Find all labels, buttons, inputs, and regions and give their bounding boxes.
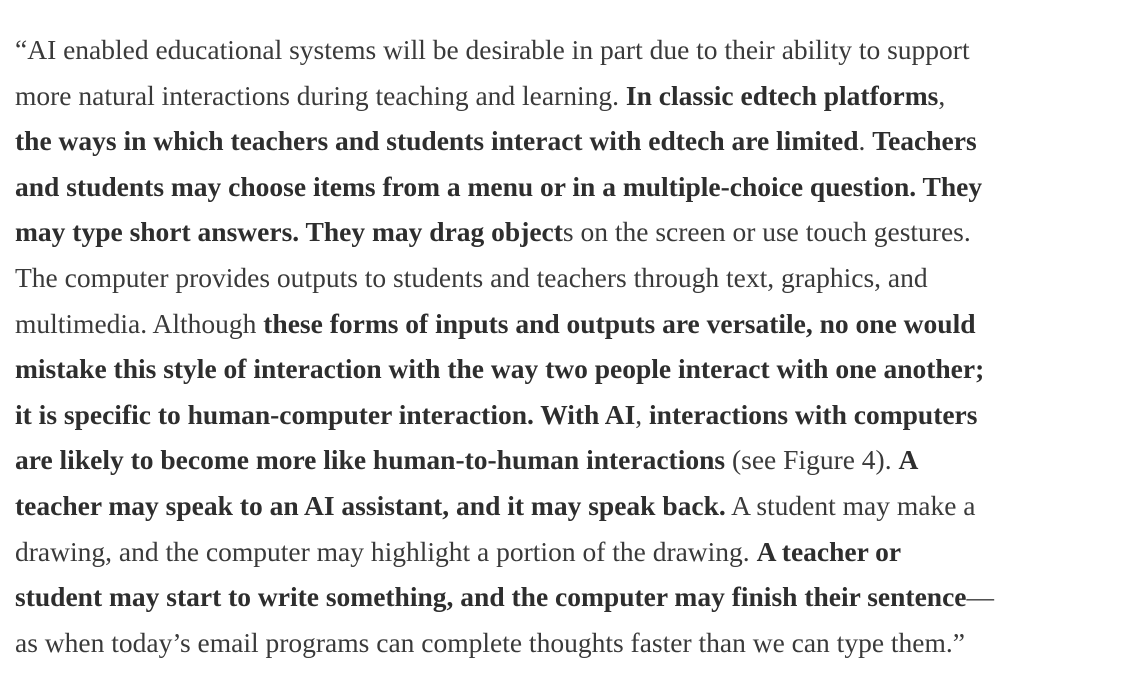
quote-line [15,620,1125,666]
quote-line [15,346,1125,392]
emphasized-text: teacher may speak to an AI assistant, and it may speak back. [15,489,726,521]
emphasized-text: In classic edtech platforms [625,79,939,111]
quote-line [15,27,1125,73]
body-text: s on the screen or use touch gestures. [562,216,971,248]
body-text: — [966,581,994,613]
emphasized-text: may type short answers. They may drag object [15,216,563,248]
body-text: multimedia. Although [15,307,264,339]
emphasized-text: Teachers [872,125,977,157]
body-text: “AI enabled educational systems will be desirable in part due to their ability to support [15,34,970,65]
emphasized-text: A [898,444,919,476]
quote-line [15,255,1125,301]
emphasized-text: student may start to write something, and the computer may finish their sentence [15,581,967,613]
emphasized-text: it is specific to human-computer interaction. With AI [15,398,636,430]
quote-line [15,574,1125,620]
quote-line [15,483,1125,529]
body-text: , [635,398,650,430]
emphasized-text: and students may choose items from a menu or in a multiple-choice question. They [15,170,983,202]
emphasized-text: are likely to become more like human-to-human interactions [15,444,726,476]
quote-line [15,209,1125,255]
quote-line [15,392,1125,438]
quote-line [15,301,1125,347]
body-text: . [858,125,873,157]
quote-line [15,118,1125,164]
quote-line [15,437,1125,483]
quote-line [15,529,1125,575]
body-text: The computer provides outputs to students and teachers through text, graphics, and [15,261,928,293]
body-text: (see Figure 4). [725,444,899,476]
body-text: drawing, and the computer may highlight a portion of the drawing. [15,535,757,567]
body-text: , [938,79,946,111]
emphasized-text: these forms of inputs and outputs are versatile, no one would [263,307,976,339]
quote-line [15,164,1125,210]
quote-paragraph [15,27,1125,665]
body-text: more natural interactions during teaching and learning. [15,79,626,111]
emphasized-text: interactions with computers [649,398,978,430]
quote-line [15,73,1125,119]
emphasized-text: the ways in which teachers and students interact with edtech are limited [15,125,859,157]
body-text: A student may make a [725,489,976,521]
emphasized-text: A teacher or [756,535,902,567]
emphasized-text: mistake this style of interaction with the way two people interact with one another; [15,353,985,385]
body-text: as when today’s email programs can complete thoughts faster than we can type them.” [15,626,965,658]
